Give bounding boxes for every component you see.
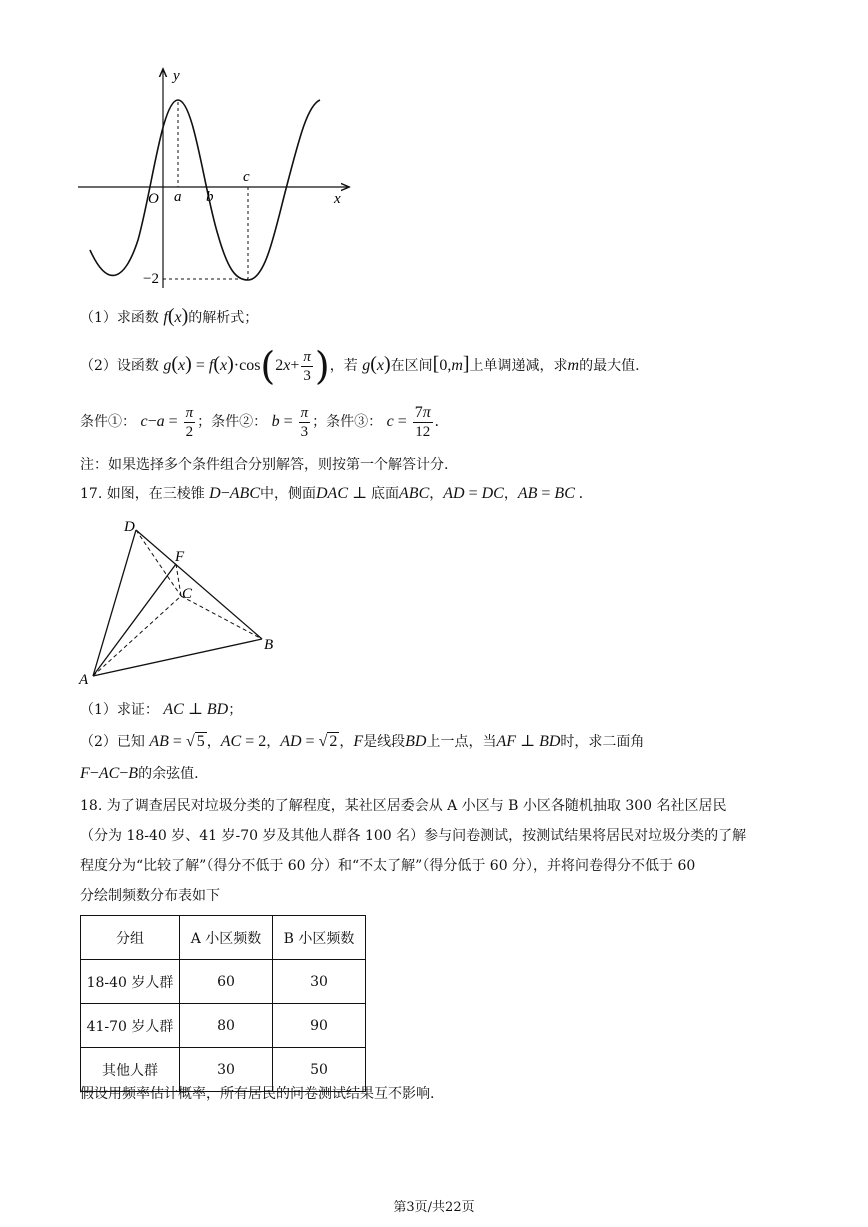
label-B: B <box>264 637 274 653</box>
edge-DA <box>93 530 136 676</box>
y-axis-label: y <box>173 68 180 84</box>
q18-line4: 分绘制频数分布表如下 <box>80 888 220 904</box>
edge-DB <box>136 530 262 639</box>
b-label: b <box>206 189 214 205</box>
table-cell: 30 <box>273 960 366 1004</box>
table-cell: 41-70 岁人群 <box>81 1004 180 1048</box>
label-C: C <box>182 586 193 602</box>
label-A: A <box>79 672 89 688</box>
page-footer: 第3页/共22页 <box>393 1200 475 1215</box>
q16-conditions: 条件①： c−a = $\frac{\pi}{2}$ ；条件②： b = $\frac{\pi}{3}$ ；条件③： c = $\frac{7\pi}{12}$ . <box>80 404 439 440</box>
table-cell: 50 <box>273 1048 366 1092</box>
q16-part2: （2）设函数 g(x) = f(x)·cos(2x+ $\frac{\pi}{3}$ )，若 g(x)在区间[0,m]上单调递减，求m的最大值. <box>80 344 640 388</box>
edge-AC <box>93 596 181 676</box>
edge-CB <box>181 596 262 639</box>
q16-note: 注：如果选择多个条件组合分别解答，则按第一个解答计分. <box>80 457 449 473</box>
x-axis-label: x <box>334 191 341 207</box>
table-row <box>81 1004 366 1048</box>
a-label: a <box>174 189 182 205</box>
edge-AB <box>93 639 262 676</box>
q17-intro: 17. 如图，在三棱锥 D−ABC中，侧面DAC ⊥ 底面ABC，AD = DC，AB = BC . <box>80 485 583 502</box>
table-header-cell: 分组 <box>81 916 180 960</box>
label-D: D <box>124 519 135 535</box>
q17-part2-cont: F−AC−B的余弦值. <box>80 765 199 782</box>
table-header-cell: A 小区频数 <box>180 916 273 960</box>
table-row <box>81 960 366 1004</box>
function-graph <box>70 60 370 295</box>
q18-line1: 18. 为了调查居民对垃圾分类的了解程度，某社区居委会从 A 小区与 B 小区各随机抽取 300 名社区居民 <box>80 798 727 814</box>
table-cell: 18-40 岁人群 <box>81 960 180 1004</box>
frequency-table <box>80 915 366 1092</box>
edge-AF <box>93 564 176 676</box>
q16-part1: （1）求函数 f(x)的解析式； <box>80 305 259 327</box>
q18-line2: （分为 18-40 岁、41 岁-70 岁及其他人群各 100 名）参与问卷测试，按测试结果将居民对垃圾分类的了解 <box>80 828 747 844</box>
c-label: c <box>243 169 250 185</box>
label-F: F <box>175 549 185 565</box>
table-header-cell: B 小区频数 <box>273 916 366 960</box>
q17-part1: （1）求证： AC ⊥ BD； <box>80 701 243 718</box>
table-cell: 30 <box>180 1048 273 1092</box>
q18-line3: 程度分为“比较了解”（得分不低于 60 分）和“不太了解”（得分低于 60 分），并将问卷得分不低于 60 <box>80 858 696 874</box>
table-cell: 其他人群 <box>81 1048 180 1092</box>
table-cell: 80 <box>180 1004 273 1048</box>
table-header-row <box>81 916 366 960</box>
origin-label: O <box>148 191 159 207</box>
q17-part2: （2）已知 AB = √ 5 ，AC = 2，AD = √ 2 ，F是线段BD上一点，当AF ⊥ BD时，求二面角 <box>80 733 645 750</box>
min-label: −2 <box>143 271 159 287</box>
q18-assumption: 假设用频率估计概率，所有居民的问卷测试结果互不影响. <box>80 1086 435 1102</box>
cosine-curve <box>90 100 320 280</box>
tetrahedron-figure <box>75 512 290 690</box>
table-cell: 60 <box>180 960 273 1004</box>
table-cell: 90 <box>273 1004 366 1048</box>
